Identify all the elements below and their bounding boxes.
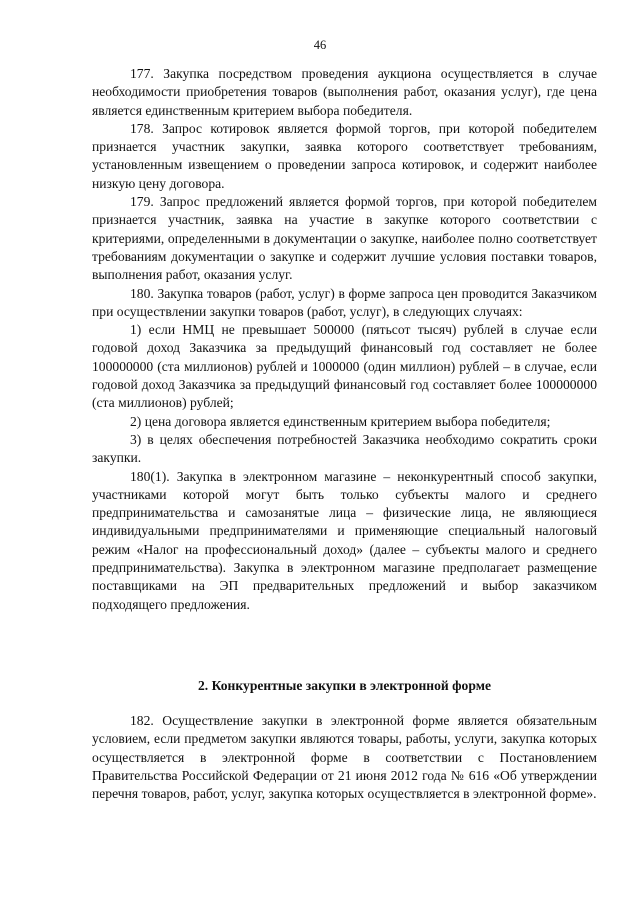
list-item-1: 1) если НМЦ не превышает 500000 (пятьсот тысяч) рублей в случае если годовой доход Заказчика за предыдущий финансовый год составляет не более 100000000 (ста миллионов) рублей и 1000000 (один миллион) рублей – в случае, если годовой доход Заказчика за предыдущий финансовый год составляет более 100000000 (ста миллионов) рублей; <box>92 322 597 411</box>
section-body <box>92 712 597 803</box>
paragraph-182: 182. Осуществление закупки в электронной форме является обязательным условием, если предметом закупки являются товары, работы, услуги, закупка которых осуществляется в электронной форме в соответствии с Постановлением Правительства Российской Федерации от 21 июня 2012 года № 616 «Об утверждении перечня товаров, работ, услуг, закупка которых осуществляется в электронной форме». <box>92 713 597 802</box>
paragraph-180: 180. Закупка товаров (работ, услуг) в форме запроса цен проводится Заказчиком при осуществлении закупки товаров (работ, услуг), в следующих случаях: <box>92 285 597 319</box>
paragraph-180-1: 180(1). Закупка в электронном магазине – неконкурентный способ закупки, участниками которой могут быть только субъекты малого и среднего предпринимательства и самозанятые лица – физические лица, не являющиеся индивидуальными предпринимателями и применяющие специальный налоговый режим «Налог на профессиональный доход» (далее – субъекты малого и среднего предпринимательства). Закупка в электронном магазине предполагает размещение поставщиками на ЭП предварительных предложений и выбор заказчиком подходящего предложения. <box>92 468 597 612</box>
page-number: 46 <box>313 38 327 52</box>
list-item-3: 3) в целях обеспечения потребностей Заказчика необходимо сократить сроки закупки. <box>92 431 597 466</box>
document-body <box>92 65 597 614</box>
paragraph-178: 178. Запрос котировок является формой торгов, при которой победителем признается участник закупки, заявка которого соответствует требованиям, установленным извещением о проведении запроса котировок, и содержит наиболее низкую цену договора. <box>92 120 597 191</box>
section-heading: 2. Конкурентные закупки в электронной форме <box>197 678 491 693</box>
list-item-2: 2) цена договора является единственным критерием выбора победителя; <box>130 413 551 429</box>
paragraph-179: 179. Запрос предложений является формой торгов, при которой победителем признается участник, заявка на участие в закупке которого соответствии с критериями, определенными в документации о закупке, наиболее полно соответствует требованиям документации о закупке и содержит лучшие условия поставки товаров, выполнения работ, оказания услуг. <box>92 194 597 283</box>
paragraph-177: 177. Закупка посредством проведения аукциона осуществляется в случае необходимости приобретения товаров (выполнения работ, оказания услуг), где цена является единственным критерием выбора победителя. <box>92 66 597 118</box>
